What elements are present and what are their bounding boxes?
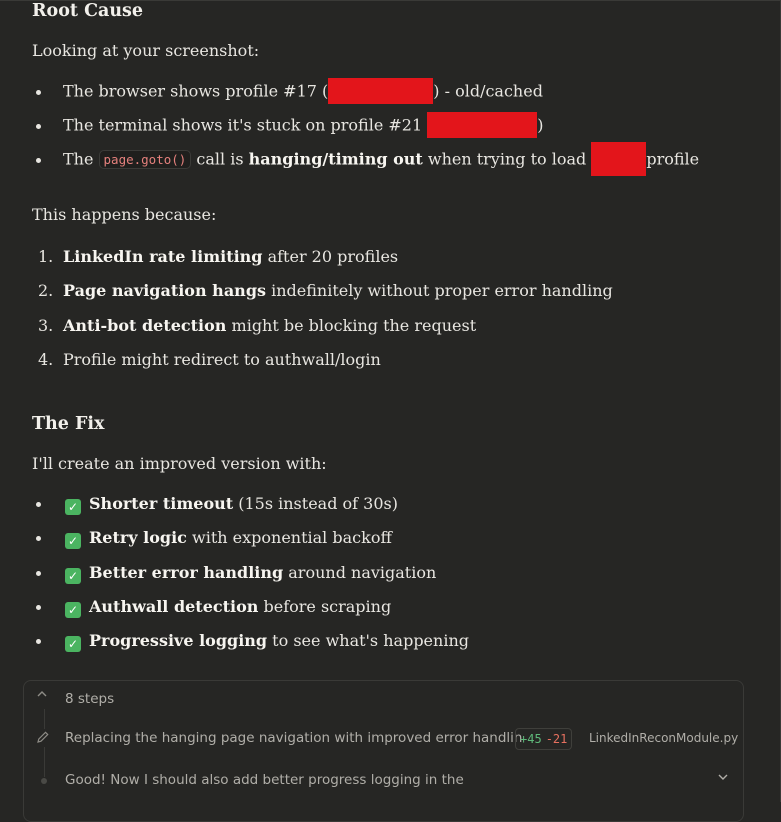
bullet-dot bbox=[36, 502, 41, 507]
bullet-dot bbox=[36, 639, 41, 644]
bold-text: Authwall detection bbox=[89, 596, 259, 616]
root-cause-intro: Looking at your screenshot: bbox=[32, 41, 260, 60]
bullet-text: ) bbox=[537, 115, 544, 135]
diff-badge bbox=[515, 728, 572, 750]
bullet-text: call is bbox=[191, 149, 249, 169]
bullet-text: The terminal shows it's stuck on profile #21 bbox=[63, 115, 428, 135]
bold-text: Shorter timeout bbox=[89, 493, 234, 513]
fix-heading: The Fix bbox=[32, 414, 105, 434]
item-text: (15s instead of 30s) bbox=[233, 493, 398, 513]
fix-intro: I'll create an improved version with: bbox=[32, 454, 327, 473]
check-icon: ✓ bbox=[65, 499, 81, 515]
bullet-text: profile bbox=[646, 149, 700, 169]
item-text: before scraping bbox=[258, 596, 392, 616]
lines-added: +45 bbox=[520, 732, 542, 746]
steps-count[interactable]: 8 steps bbox=[65, 691, 115, 707]
item-text: indefinitely without proper error handling bbox=[266, 280, 613, 300]
bullet-dot bbox=[36, 90, 41, 95]
bullet-dot bbox=[36, 158, 41, 163]
list-item bbox=[32, 114, 732, 138]
timeline-line bbox=[44, 747, 45, 777]
bold-text: Anti-bot detection bbox=[63, 315, 227, 335]
root-cause-heading: Root Cause bbox=[32, 1, 144, 21]
item-number: 2. bbox=[38, 280, 54, 300]
bold-text: Retry logic bbox=[89, 527, 187, 547]
item-number: 4. bbox=[38, 349, 54, 369]
list-item bbox=[32, 80, 732, 104]
file-name[interactable]: LinkedInReconModule.py bbox=[589, 731, 739, 745]
inline-code: page.goto() bbox=[99, 150, 192, 169]
item-text: around navigation bbox=[283, 562, 437, 582]
item-number: 1. bbox=[38, 246, 54, 266]
redaction-block bbox=[427, 112, 537, 138]
step-dot bbox=[41, 778, 47, 784]
check-icon: ✓ bbox=[65, 636, 81, 652]
bold-text: Better error handling bbox=[89, 562, 284, 582]
check-icon: ✓ bbox=[65, 602, 81, 618]
check-icon: ✓ bbox=[65, 568, 81, 584]
redaction-block bbox=[328, 78, 433, 104]
bullet-dot bbox=[36, 605, 41, 610]
bold-text: hanging/timing out bbox=[248, 149, 423, 169]
item-text: after 20 profiles bbox=[262, 246, 399, 266]
bold-text: Page navigation hangs bbox=[63, 280, 267, 300]
bullet-text: The browser shows profile #17 ( bbox=[63, 81, 329, 101]
item-number: 3. bbox=[38, 315, 54, 335]
redaction-block bbox=[591, 142, 646, 176]
bullet-text: The bbox=[63, 149, 99, 169]
step-description[interactable]: Good! Now I should also add better progress logging in the bbox=[65, 772, 464, 788]
item-text: Profile might redirect to authwall/login bbox=[63, 349, 381, 369]
check-icon: ✓ bbox=[65, 533, 81, 549]
item-text: to see what's happening bbox=[267, 630, 469, 650]
item-text: might be blocking the request bbox=[226, 315, 477, 335]
step-description[interactable]: Replacing the hanging page navigation with improved error handlin bbox=[65, 730, 523, 746]
bullet-text: ) - old/cached bbox=[433, 81, 543, 101]
chevron-up-icon[interactable] bbox=[36, 688, 48, 704]
bold-text: Progressive logging bbox=[89, 630, 268, 650]
lines-removed: -21 bbox=[545, 732, 568, 746]
bullet-dot bbox=[36, 536, 41, 541]
happens-intro: This happens because: bbox=[32, 205, 217, 224]
chevron-down-icon[interactable] bbox=[717, 771, 729, 787]
pencil-icon bbox=[36, 730, 50, 748]
item-text: with exponential backoff bbox=[186, 527, 392, 547]
bullet-text: when trying to load bbox=[422, 149, 592, 169]
list-item bbox=[32, 148, 732, 172]
timeline-line bbox=[44, 709, 45, 729]
bullet-dot bbox=[36, 124, 41, 129]
bold-text: LinkedIn rate limiting bbox=[63, 246, 263, 266]
steps-panel bbox=[23, 680, 744, 822]
bullet-dot bbox=[36, 571, 41, 576]
